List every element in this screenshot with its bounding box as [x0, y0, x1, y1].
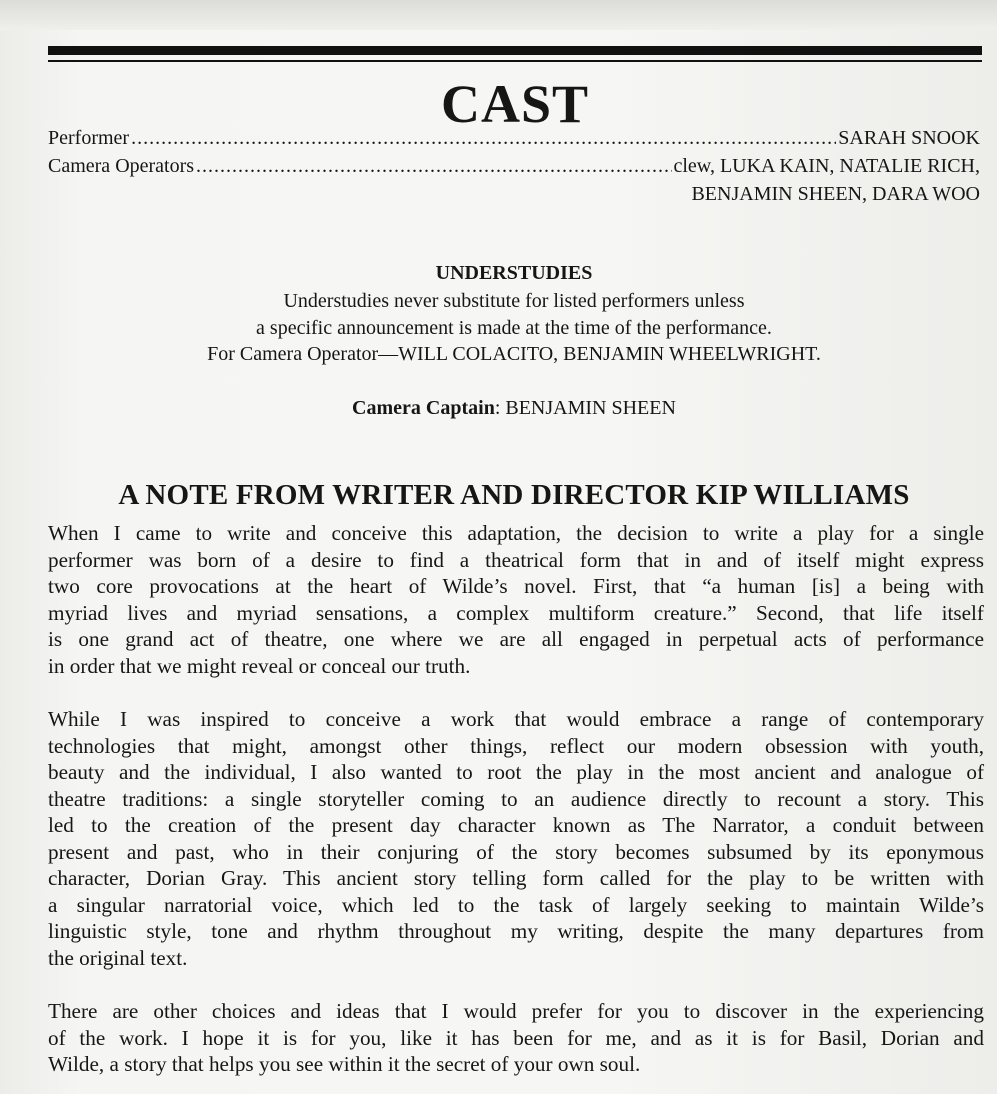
- dot-leader: [131, 126, 836, 150]
- paragraph-line: led to the creation of the present day character known as The Narrator, a conduit between: [48, 813, 984, 837]
- paragraph-line: character, Dorian Gray. This ancient story telling form called for the play to be written with: [48, 866, 984, 890]
- paragraph-line: When I came to write and conceive this adaptation, the decision to write a play for a single: [48, 521, 984, 545]
- note-heading: A NOTE FROM WRITER AND DIRECTOR KIP WILLIAMS: [118, 479, 910, 511]
- cast-role: Camera Operators: [48, 155, 195, 177]
- paragraph-line: of the work. I hope it is for you, like it has been for me, and as it is for Basil, Dorian and: [48, 1025, 984, 1050]
- paragraph-line: theatre traditions: a single storyteller coming to an audience directly to recount a story. This: [48, 786, 984, 811]
- cast-title: CAST: [440, 74, 590, 134]
- paragraph-line: technologies that might, amongst other things, reflect our modern obsession with youth,: [48, 733, 984, 758]
- paragraph-line: is one grand act of theatre, one where we are all engaged in perpetual acts of performance: [48, 627, 984, 651]
- cast-name: clew, LUKA KAIN, NATALIE RICH,: [673, 155, 980, 177]
- paragraph-line: linguistic style, tone and rhythm throughout my writing, despite the many departures from: [48, 919, 984, 943]
- camera-captain: [48, 395, 980, 421]
- understudies-line: a specific announcement is made at the time of the performance.: [256, 317, 772, 339]
- camera-captain-label: Camera Captain: [352, 397, 495, 419]
- paragraph-line: myriad lives and myriad sensations, a complex multiform creature.” Second, that life itself: [48, 600, 984, 625]
- paragraph-line: beauty and the individual, I also wanted to root the play in the most ancient and analogue of: [48, 760, 984, 784]
- dot-leader: [196, 154, 671, 178]
- paragraph-line: performer was born of a desire to find a theatrical form that in and of itself might express: [48, 547, 984, 572]
- paragraph-line: a singular narratorial voice, which led to the task of largely seeking to maintain Wilde’s: [48, 892, 984, 917]
- page-top-shadow: [0, 0, 997, 30]
- cast-name-continuation: BENJAMIN SHEEN, DARA WOO: [691, 183, 980, 205]
- understudies-heading: UNDERSTUDIES: [435, 262, 593, 284]
- camera-captain-separator: :: [494, 397, 506, 419]
- paragraph-line: the original text.: [48, 945, 188, 970]
- cast-row-camera-operators: [48, 154, 980, 178]
- header-rule-thick: [48, 46, 982, 55]
- paragraph-line: There are other choices and ideas that I would prefer for you to discover in the experiencing: [48, 999, 984, 1023]
- paragraph-line: Wilde, a story that helps you see within it the secret of your own soul.: [48, 1052, 641, 1076]
- paragraph-line: two core provocations at the heart of Wilde’s novel. First, that “a human [is] a being with: [48, 574, 984, 598]
- header-rule-thin: [48, 60, 982, 62]
- paragraph-line: present and past, who in their conjuring of the story becomes subsumed by its eponymous: [48, 839, 984, 864]
- camera-captain-name: BENJAMIN SHEEN: [505, 397, 676, 419]
- note-paragraph-3: [48, 998, 984, 1078]
- understudies-line: For Camera Operator—WILL COLACITO, BENJAMIN WHEELWRIGHT.: [207, 343, 821, 365]
- cast-row-performer: [48, 126, 980, 150]
- cast-name: SARAH SNOOK: [838, 127, 980, 149]
- note-paragraph-2: [48, 706, 984, 971]
- note-paragraph-1: [48, 520, 984, 679]
- paragraph-line: in order that we might reveal or conceal our truth.: [48, 653, 471, 678]
- cast-role: Performer: [48, 127, 130, 149]
- paragraph-line: While I was inspired to conceive a work that would embrace a range of contemporary: [48, 707, 984, 731]
- understudies-line: Understudies never substitute for listed performers unless: [283, 290, 745, 312]
